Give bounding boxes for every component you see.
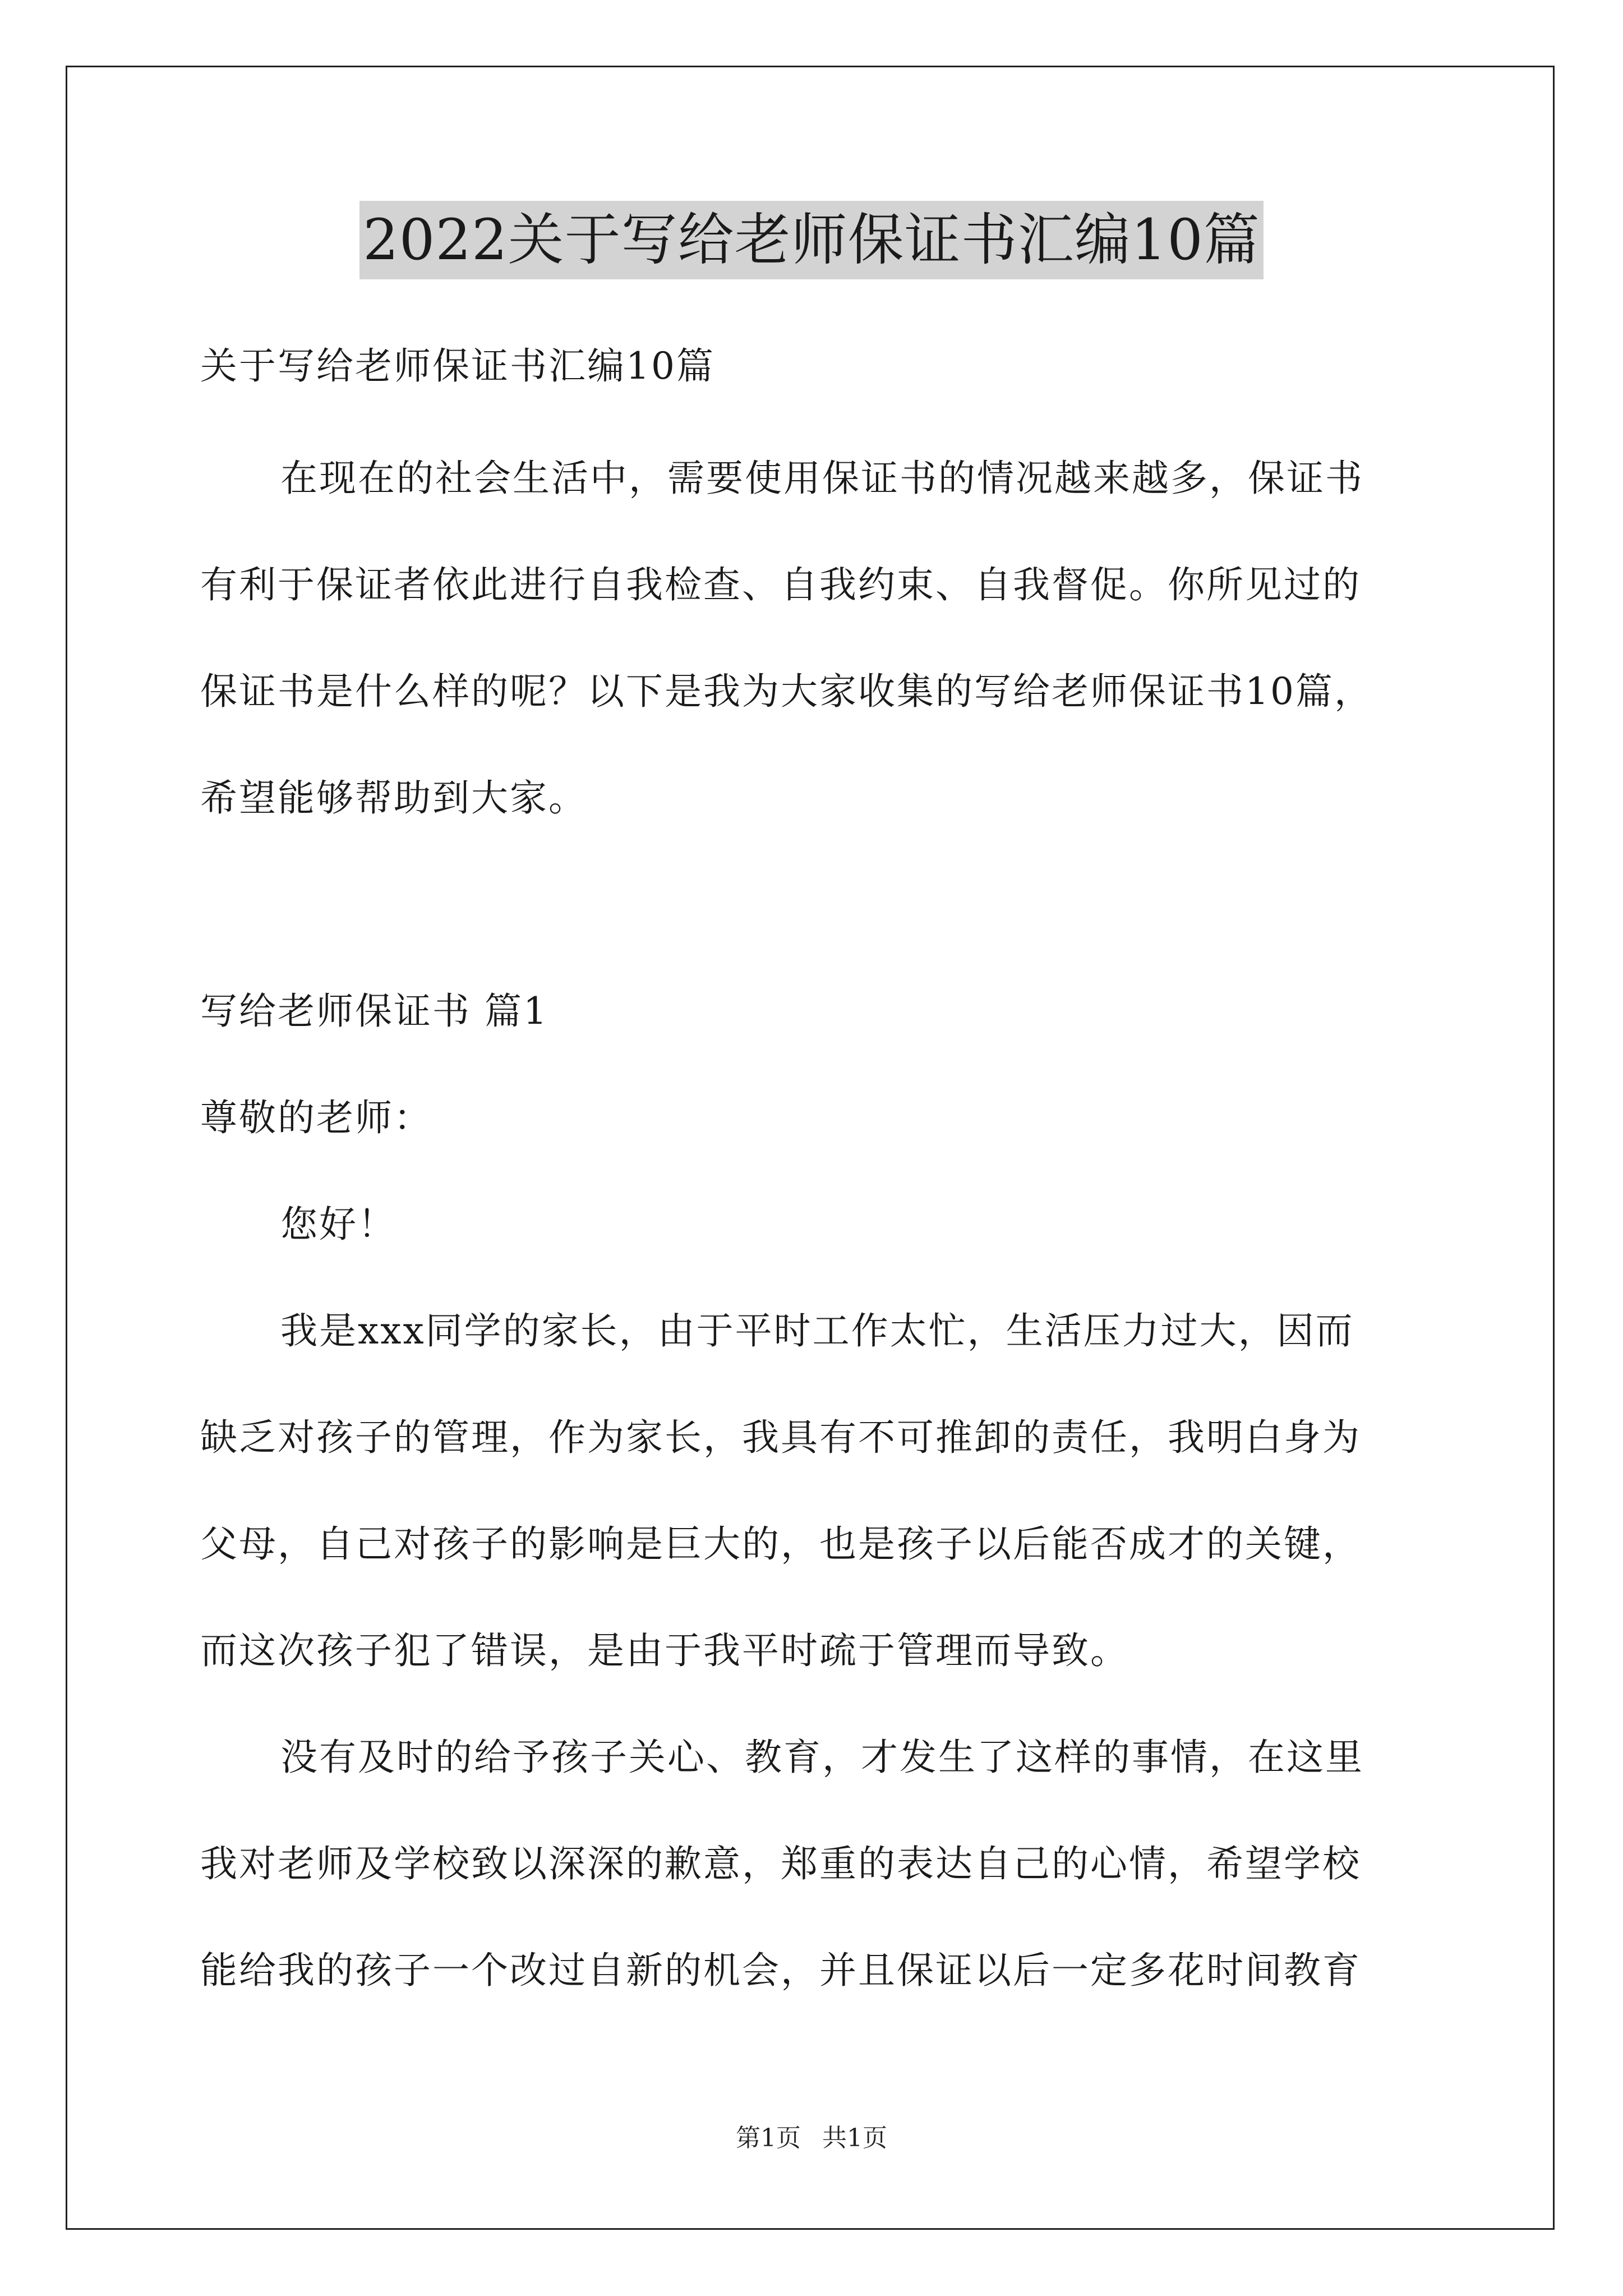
document-title [0,201,1623,279]
greeting: 您好！ [280,1203,396,1246]
salutation: 尊敬的老师： [200,1096,432,1139]
paragraph-line: 父母，自己对孩子的影响是巨大的，也是孩子以后能否成才的关键， [200,1522,1361,1566]
intro-line: 保证书是什么样的呢？以下是我为大家收集的写给老师保证书10篇， [200,670,1373,713]
paragraph-line: 我对老师及学校致以深深的歉意，郑重的表达自己的心情，希望学校 [200,1842,1361,1885]
document-title-text: 2022关于写给老师保证书汇编10篇 [359,201,1264,279]
page-number-current: 第1页 [736,2124,801,2152]
paragraph-line: 而这次孩子犯了错误，是由于我平时疏于管理而导致。 [200,1629,1129,1672]
paragraph-line: 我是xxx同学的家长，由于平时工作太忙，生活压力过大，因而 [280,1309,1354,1352]
document-subtitle: 关于写给老师保证书汇编10篇 [200,344,715,388]
intro-line: 有利于保证者依此进行自我检查、自我约束、自我督促。你所见过的 [200,563,1361,606]
paragraph-line: 没有及时的给予孩子关心、教育，才发生了这样的事情，在这里 [280,1736,1364,1779]
intro-line: 在现在的社会生活中，需要使用保证书的情况越来越多，保证书 [280,457,1364,500]
page-number-total: 共1页 [822,2124,887,2152]
paragraph-line: 缺乏对孩子的管理，作为家长，我具有不可推卸的责任，我明白身为 [200,1416,1361,1459]
paragraph-line: 能给我的孩子一个改过自新的机会，并且保证以后一定多花时间教育 [200,1949,1361,1992]
page-footer [0,2122,1623,2155]
section-heading: 写给老师保证书 篇1 [200,990,548,1033]
intro-line: 希望能够帮助到大家。 [200,776,587,820]
